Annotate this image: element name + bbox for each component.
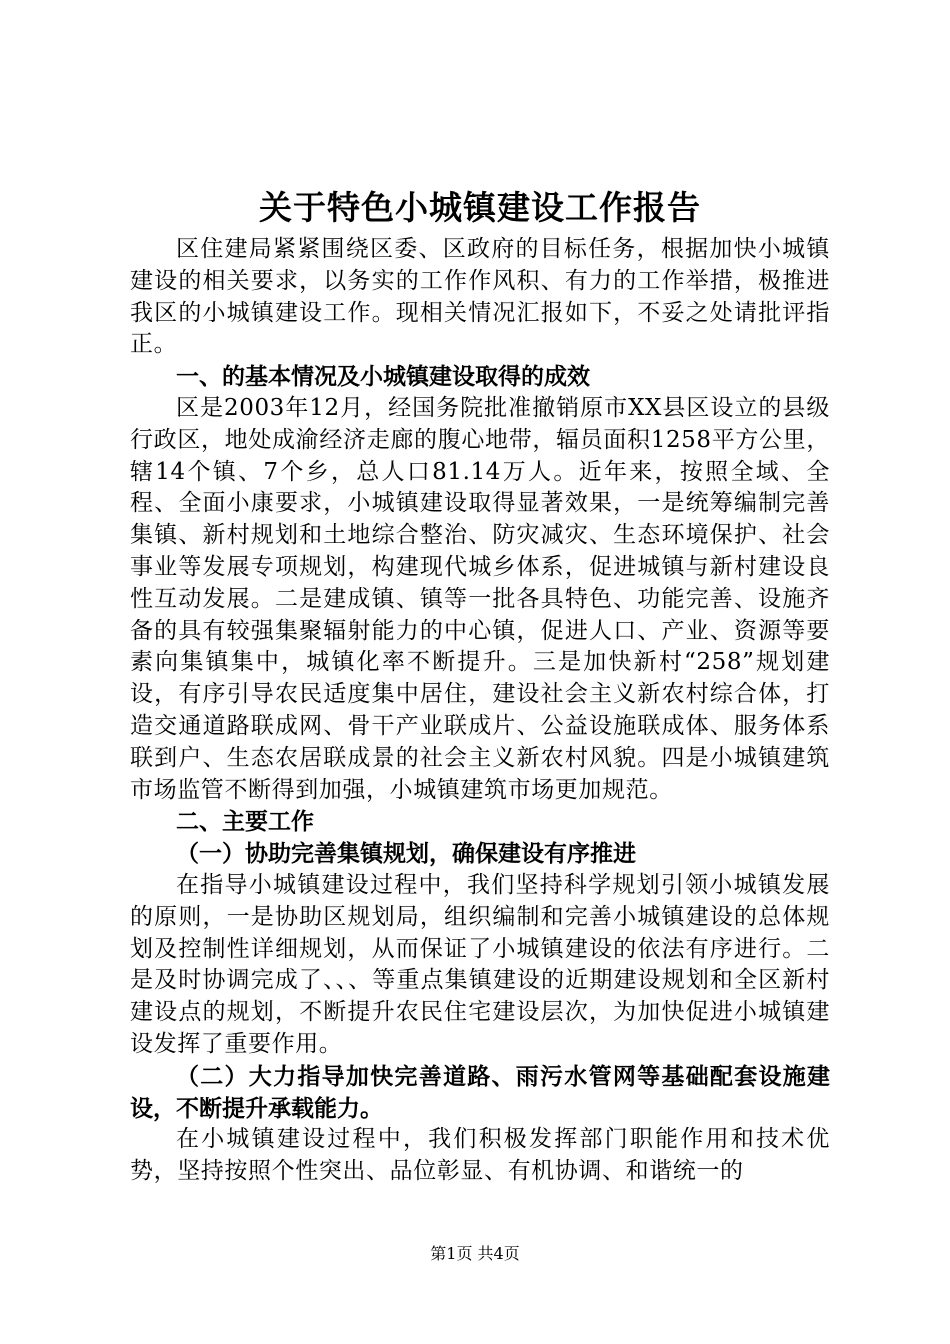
document-title: 关于特色小城镇建设工作报告 <box>259 188 701 227</box>
intro-paragraph: 区住建局紧紧围绕区委、区政府的目标任务，根据加快小城镇建设的相关要求，以务实的工作作风积、有力的工作举措，极推进我区的小城镇建设工作。现相关情况汇报如下，不妥之处请批评指正。 <box>130 236 830 358</box>
document-page <box>130 182 830 1188</box>
subsection-1-paragraph: 在指导小城镇建设过程中，我们坚持科学规划引领小城镇发展的原则，一是协助区规划局，组织编制和完善小城镇建设的总体规划及控制性详细规划，从而保证了小城镇建设的依法有序进行。二是及时协调完成了、、、等重点集镇建设的近期建设规划和全区新村建设点的规划，不断提升农民住宅建设层次，为加快促进小城镇建设发挥了重要作用。 <box>130 871 830 1057</box>
subsection-heading-1: （一）协助完善集镇规划，确保建设有序推进 <box>176 840 636 868</box>
section-1-paragraph: 区是2003年12月，经国务院批准撤销原市XX县区设立的县级行政区，地处成渝经济走廊的腹心地带，辐员面积1258平方公里，辖14个镇、7个乡，总人口81.14万人。近年来，按照全域、全程、全面小康要求，小城镇建设取得显著效果，一是统筹编制完善集镇、新村规划和土地综合整治、防灾减灾、生态环境保护、社会事业等发展专项规划，构建现代城乡体系，促进城镇与新村建设良性互动发展。二是建成镇、镇等一批各具特色、功能完善、设施齐备的具有较强集聚辐射能力的中心镇，促进人口、产业、资源等要素向集镇集中，城镇化率不断提升。三是加快新村“258”规划建设，有序引导农民适度集中居住，建设社会主义新农村综合体，打造交通道路联成网、骨干产业联成片、公益设施联成体、服务体系联到户、生态农居联成景的社会主义新农村风貌。四是小城镇建筑市场监管不断得到加强，小城镇建筑市场更加规范。 <box>130 394 830 803</box>
section-heading-1: 一、的基本情况及小城镇建设取得的成效 <box>176 363 590 391</box>
section-heading-2: 二、主要工作 <box>176 808 314 836</box>
subsection-2-paragraph: 在小城镇建设过程中，我们积极发挥部门职能作用和技术优势，坚持按照个性突出、品位彰显、有机协调、和谐统一的 <box>130 1126 830 1185</box>
page-footer: 第1页 共4页 <box>430 1244 520 1263</box>
subsection-heading-2: （二）大力指导加快完善道路、雨污水管网等基础配套设施建设，不断提升承载能力。 <box>130 1062 830 1122</box>
